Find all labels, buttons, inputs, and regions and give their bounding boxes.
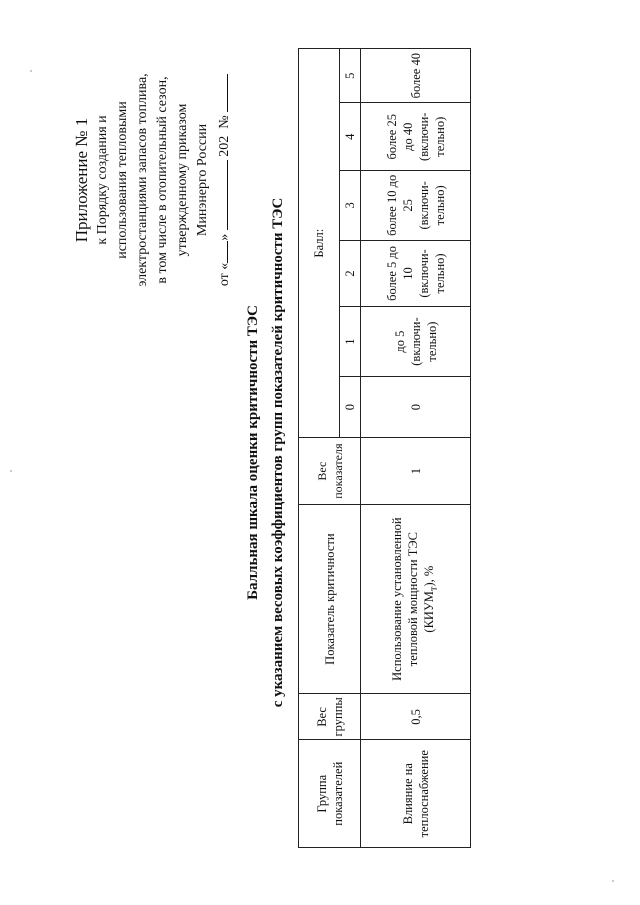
header-line: к Порядку создания и — [95, 115, 110, 245]
month-blank — [213, 160, 228, 230]
annex-label: Приложение № 1 — [72, 117, 91, 243]
header-line: использования тепловыми — [115, 101, 130, 259]
annex-header — [70, 30, 235, 330]
document-title: Балльная шкала оценки критичности ТЭС — [245, 305, 261, 600]
document-subtitle: с указанием весовых коэффициентов групп показателей критичности ТЭС — [270, 197, 286, 708]
row-score-4: более 25 до 40 (включи-тельно) — [361, 103, 471, 171]
header-score: Балл: — [299, 49, 340, 438]
row-score-2: более 5 до 10 (включи-тельно) — [361, 240, 471, 307]
date-prefix: от « — [217, 262, 232, 287]
indicator-text: Использование установленной тепловой мощности ТЭС (КИУМ — [389, 517, 436, 681]
row-indicator — [361, 504, 471, 693]
indicator-text-end: ), % — [421, 565, 436, 587]
header-line: утвержденному приказом — [175, 103, 190, 257]
number-blank — [213, 74, 228, 112]
row-group: Влияние на теплоснабжение — [361, 740, 471, 848]
row-score-1: до 5 (включи-тельно) — [361, 307, 471, 377]
score-col-2: 2 — [340, 240, 361, 307]
header-indicator: Показатель критичности — [299, 504, 361, 693]
header-group-weight: Вес группы — [299, 694, 361, 740]
number-sign: № — [217, 115, 232, 129]
header-line: в том числе в отопительный сезон, — [155, 76, 170, 284]
score-col-5: 5 — [340, 49, 361, 103]
row-score-5: более 40 — [361, 49, 471, 103]
header-line: электростанциями запасов топлива, — [135, 73, 150, 287]
day-blank — [213, 241, 228, 263]
row-group-weight: 0,5 — [361, 694, 471, 740]
row-indicator-weight: 1 — [361, 438, 471, 505]
indicator-subscript: т — [428, 586, 440, 592]
header-indicator-weight: Вес показателя — [299, 438, 361, 505]
criticality-table — [298, 48, 471, 848]
score-col-4: 4 — [340, 103, 361, 171]
row-score-3: более 10 до 25 (включи-тельно) — [361, 171, 471, 241]
table-header-row — [299, 49, 340, 848]
row-score-0: 0 — [361, 376, 471, 437]
header-date-line — [213, 30, 235, 330]
date-year: 202 — [217, 135, 232, 157]
header-line: Минэнерго России — [195, 123, 210, 237]
date-quote-close: » — [217, 233, 232, 241]
score-col-1: 1 — [340, 307, 361, 377]
score-col-3: 3 — [340, 171, 361, 241]
table-row — [361, 49, 471, 848]
header-group: Группа показателей — [299, 740, 361, 848]
score-col-0: 0 — [340, 376, 361, 437]
